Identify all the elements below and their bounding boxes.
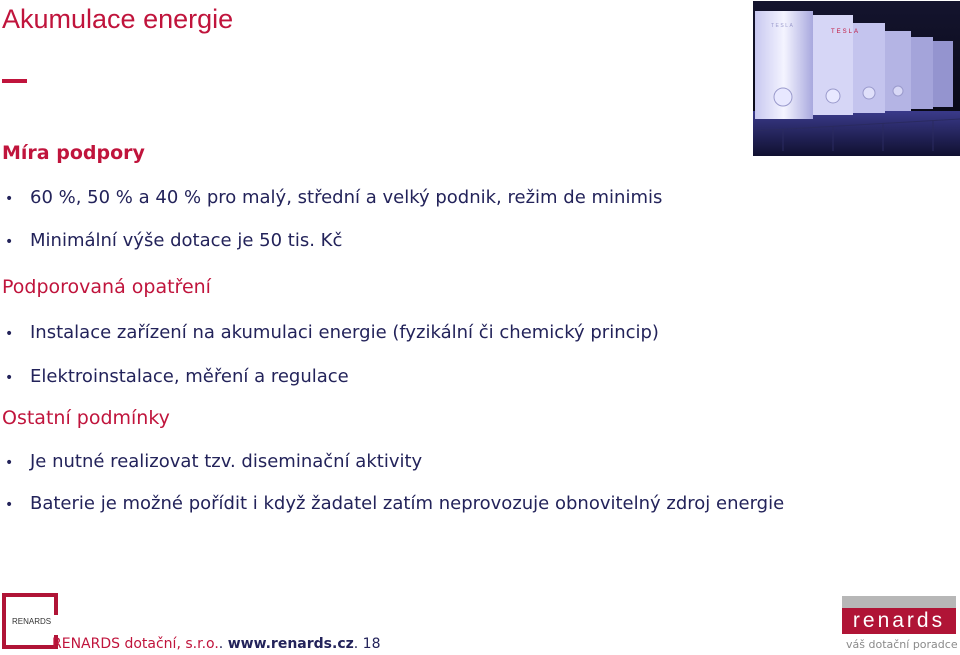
list-item-text: Je nutné realizovat tzv. diseminační aktivity [30,451,423,472]
tesla-label-small: TESLA [771,23,795,29]
footer-website: www.renards.cz [227,636,354,652]
list-item [2,230,342,251]
brand-name: renards [842,608,956,634]
bullet-icon: • [5,497,14,513]
heading-other-conditions: Ostatní podmínky [2,407,170,429]
list-item-text: 60 %, 50 % a 40 % pro malý, střední a velký podnik, režim de minimis [30,187,663,208]
heading-supported-measures: Podporovaná opatření [2,276,211,298]
bullet-icon: • [5,326,14,342]
page-number: 18 [362,636,381,652]
bullet-icon: • [5,455,14,471]
title-underline [2,79,27,83]
logo-text: RENARDS [12,617,52,626]
list-item-text: Minimální výše dotace je 50 tis. Kč [30,230,343,251]
bullet-icon: • [5,191,14,207]
list-item [2,493,784,514]
list-item [2,451,422,472]
footer-separator: . [353,636,363,652]
footer-separator: . [218,636,228,652]
list-item-text: Baterie je možné pořídit i když žadatel zatím neprovozuje obnovitelný zdroj energie [30,493,785,514]
list-item [2,187,662,208]
list-item [2,366,349,387]
tesla-battery-photo [753,1,960,156]
list-item-text: Instalace zařízení na akumulaci energie (fyzikální či chemický princip) [30,322,659,343]
tesla-label: TESLA [831,29,861,35]
renards-brand-logo [842,596,956,652]
brand-tagline: váš dotační poradce [846,638,958,651]
heading-support-rate: Míra podpory [2,142,145,164]
list-item [2,322,659,343]
list-item-text: Elektroinstalace, měření a regulace [30,366,349,387]
slide-title: Akumulace energie [2,4,234,34]
footer [52,636,381,652]
renards-logo-left [2,593,58,649]
footer-company: RENARDS dotační, s.r.o. [52,636,219,652]
bullet-icon: • [5,370,14,386]
bullet-icon: • [5,234,14,250]
